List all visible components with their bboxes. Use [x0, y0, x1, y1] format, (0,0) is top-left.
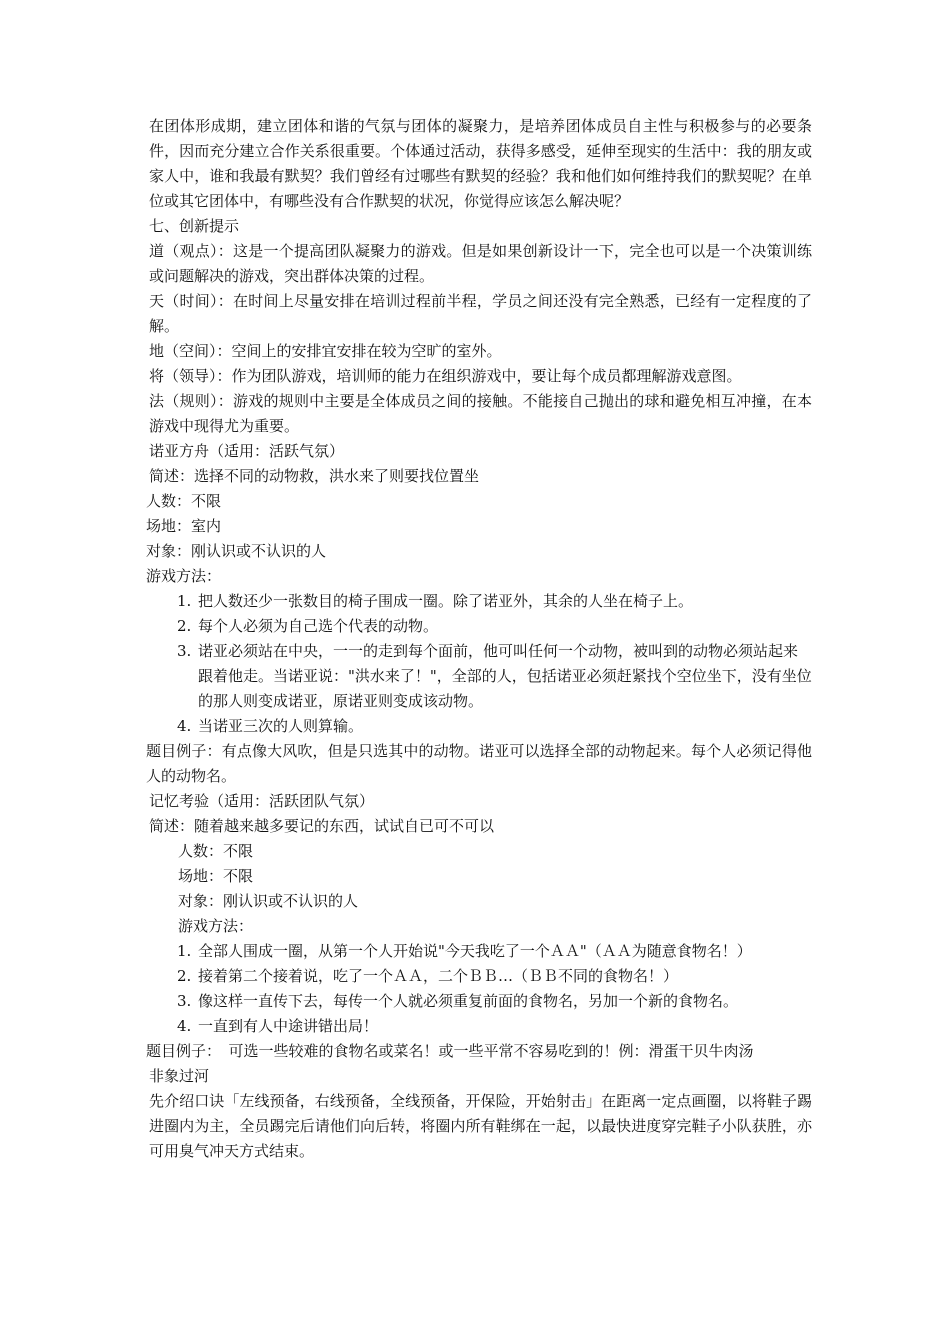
game-target-memory: 对象：刚认识或不认识的人: [178, 892, 359, 910]
game-people-memory: 人数：不限: [178, 842, 254, 860]
list-item: 4. 当诺亚三次的人则算输。: [177, 717, 364, 735]
game-example-memory: 题目例子： 可选一些较难的食物名或菜名！或一些平常不容易吃到的！例：滑蛋干贝牛肉汤: [146, 1042, 754, 1060]
list-item: 3. 像这样一直传下去，每传一个人就必须重复前面的食物名，另加一个新的食物名。: [177, 992, 739, 1010]
list-item: 1. 全部人围成一圈，从第一个人开始说"今天我吃了一个ＡＡ"（ＡＡ为随意食物名！）: [177, 942, 752, 960]
game-venue-memory: 场地：不限: [178, 867, 254, 885]
game-title-elephant: 非象过河: [149, 1067, 210, 1085]
paragraph-team-formation: 在团体形成期，建立团体和谐的气氛与团体的凝聚力，是培养团体成员自主性与积极参与的必要条件，因而充分建立合作关系很重要。个体通过活动，获得多感受，延伸至现实的生活中：我的朋友或家人中，谁和我最有默契？我们曾经有过哪些有默契的经验？我和他们如何维持我们的默契呢？在单位或其它团体中，有哪些没有合作默契的状况，你觉得应该怎么解决呢？: [149, 117, 812, 210]
list-item: 1. 把人数还少一张数目的椅子围成一圈。除了诺亚外，其余的人坐在椅子上。: [177, 592, 694, 610]
paragraph-jiang: 将（领导）：作为团队游戏，培训师的能力在组织游戏中，要让每个成员都理解游戏意图。: [149, 367, 742, 385]
game-example-noah: 题目例子：有点像大风吹，但是只选其中的动物。诺亚可以选择全部的动物起来。每个人必须记得他人的动物名。: [146, 742, 812, 785]
list-item: 4. 一直到有人中途讲错出局！: [177, 1017, 379, 1035]
game-target-noah: 对象：刚认识或不认识的人: [146, 542, 327, 560]
game-title-noah: 诺亚方舟（适用：活跃气氛）: [149, 442, 345, 460]
document-page: [146, 114, 812, 1164]
game-people-noah: 人数：不限: [146, 492, 222, 510]
paragraph-dao: 道（观点）：这是一个提高团队凝聚力的游戏。但是如果创新设计一下，完全也可以是一个决策训练或问题解决的游戏，突出群体决策的过程。: [149, 242, 812, 285]
game-summary-noah: 简述：选择不同的动物救，洪水来了则要找位置坐: [149, 467, 480, 485]
game-text-elephant: 先介绍口诀「左线预备，右线预备，全线预备，开保险，开始射击」在距离一定点画圈，以将鞋子踢进圈内为主，全员踢完后请他们向后转，将圈内所有鞋绑在一起，以最快进度穿完鞋子小队获胜，亦可用臭气冲天方式结束。: [149, 1092, 812, 1160]
game-method-noah: 游戏方法：: [146, 567, 222, 585]
game-method-memory: 游戏方法：: [178, 917, 254, 935]
paragraph-tian: 天（时间）：在时间上尽量安排在培训过程前半程，学员之间还没有完全熟悉，已经有一定程度的了解。: [149, 292, 812, 335]
game-venue-noah: 场地：室内: [146, 517, 222, 535]
paragraph-di: 地（空间）：空间上的安排宜安排在较为空旷的室外。: [149, 342, 502, 360]
list-item: 3. 诺亚必须站在中央，一一的走到每个面前，他可叫任何一个动物，被叫到的动物必须站起来跟着他走。当诺亚说："洪水来了！"，全部的人，包括诺亚必须赶紧找个空位坐下，没有坐位的那人则变成诺亚，原诺亚则变成该动物。: [177, 642, 812, 710]
section-heading-innovation: 七、创新提示: [149, 217, 240, 235]
list-item: 2. 每个人必须为自己选个代表的动物。: [177, 617, 439, 635]
paragraph-fa: 法（规则）：游戏的规则中主要是全体成员之间的接触。不能接自己抛出的球和避免相互冲撞，在本游戏中现得尤为重要。: [149, 392, 812, 435]
list-item: 2. 接着第二个接着说，吃了一个ＡＡ，二个ＢＢ…（ＢＢ不同的食物名！）: [177, 967, 679, 985]
game-summary-memory: 简述：随着越来越多要记的东西，试试自已可不可以: [149, 817, 495, 835]
memory-steps-list: [146, 939, 812, 1039]
noah-steps-list: [146, 589, 812, 739]
game-title-memory: 记忆考验（适用：活跃团队气氛）: [149, 792, 375, 810]
